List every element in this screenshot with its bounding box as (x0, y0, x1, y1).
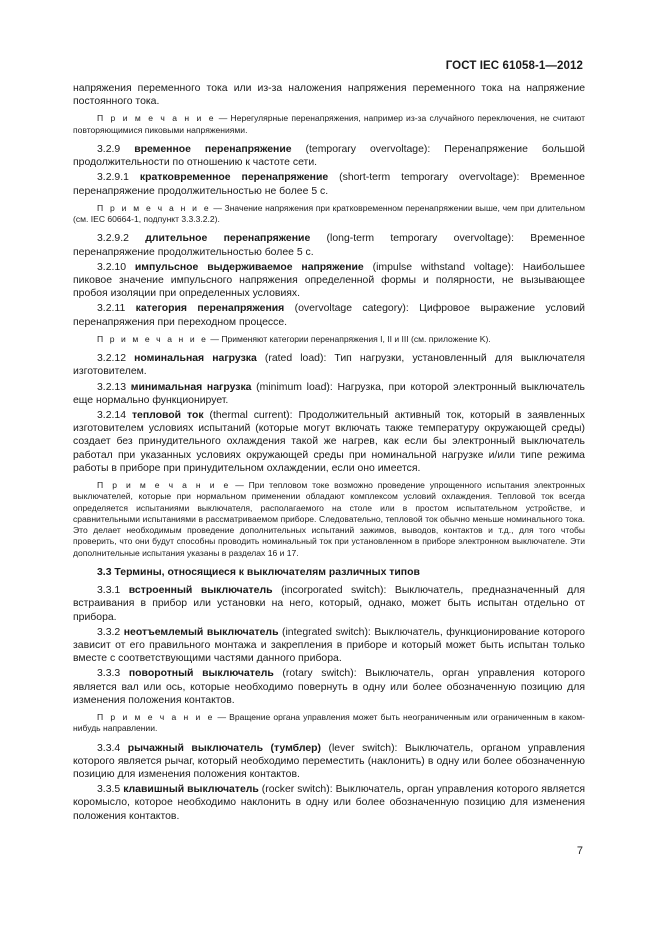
definition-3-3-2: 3.3.2 неотъемлемый выключатель (integrated switch): Выключатель, функционирование которого зависит от его правильного монтажа и закрепления в приборе и который может быть испытан только вместе с соответствующими частями данного прибора. (73, 626, 585, 665)
paragraph-continuation: напряжения переменного тока или из-за наложения напряжения переменного тока на напряжение постоянного тока. (73, 83, 585, 108)
definition-3-3-4: 3.3.4 рычажный выключатель (тумблер) (lever switch): Выключатель, органом управления которого является рычаг, который необходимо переместить (наклонить) в одну или более обозначенную позицию для изменения положения контактов. (73, 742, 585, 781)
note-5: П р и м е ч а н и е — Вращение органа управления может быть неограниченным или ограниченным в каком-нибудь направлении. (73, 712, 586, 734)
definition-3-3-1: 3.3.1 встроенный выключатель (incorporated switch): Выключатель, предназначенный для встраивания в прибор или установки на него, который, однако, может быть испытан отдельно от прибора. (73, 585, 586, 623)
section-heading-3-3: 3.3 Термины, относящиеся к выключателям различных типов (97, 567, 420, 579)
definition-3-3-5: 3.3.5 клавишный выключатель (rocker switch): Выключатель, орган управления которого является коромысло, которое необходимо наклонить в одну или более обозначенную позицию для изменения положения контактов. (73, 784, 585, 822)
definition-3-2-9: 3.2.9 временное перенапряжение (temporary overvoltage): Перенапряжение большой продолжительности по отношению к частоте сети. (73, 144, 585, 169)
note-4: П р и м е ч а н и е — При тепловом токе возможно проведение упрощенного испытания электронных выключателей, которые при нормальном применении обладают комплексом условий охлаждения. Тепловой ток всегда определяется испытаниями выключателя, располагаемого на столе или в простом испытательном устройстве, и сравнительными испытаниями в рассматриваемом приборе. Следовательно, тепловой ток обычно меньше номинального тока. Это делает необходимым проведение дополнительных испытаний зажимов, выводов, контактов и т.д., для того чтобы проверить, что они будут способны проводить номинальный ток при установленном в приборе электронном выключателе. Эти дополнительные испытания указаны в разделах 16 и 17. (73, 479, 585, 558)
document-header: ГОСТ IEC 61058-1—2012 (445, 60, 583, 72)
note-2: П р и м е ч а н и е — Значение напряжения при кратковременном перенапряжении выше, чем при длительном (см. IEC 60664-1, подпункт 3.3.3.2.2). (73, 202, 585, 225)
definition-3-2-9-2: 3.2.9.2 длительное перенапряжение (long-term temporary overvoltage): Временное перенапряжение продолжительностью более 5 с. (73, 233, 585, 258)
definition-3-2-14: 3.2.14 тепловой ток (thermal current): Продолжительный активный ток, который в заявленных изготовителем условиях испытаний (которые могут включать также температуру окружающей среды) создает без принудительного охлаждения такой же нагрев, как если бы электронный выключатель работал при указанных условиях окружающей среды при номинальной нагрузке и/или типе режима работы в приборе при принудительном охлаждении, если оно имеется. (73, 409, 586, 474)
definition-3-3-3: 3.3.3 поворотный выключатель (rotary switch): Выключатель, орган управления которого является вал или ось, которые необходимо повернуть в одну или более обозначенную позицию для изменения положения контактов. (73, 668, 585, 706)
definition-3-2-9-1: 3.2.9.1 кратковременное перенапряжение (short-term temporary overvoltage): Временное перенапряжение продолжительностью не более 5 с. (73, 172, 585, 197)
note-1: П р и м е ч а н и е — Нерегулярные перенапряжения, например из-за случайного переключения, не считают повторяющимися пиковыми напряжениями. (73, 113, 585, 135)
definition-3-2-12: 3.2.12 номинальная нагрузка (rated load): Тип нагрузки, установленный для выключателя изготовителем. (73, 353, 586, 378)
note-3: П р и м е ч а н и е — Применяют категории перенапряжения I, II и III (см. приложение K). (97, 333, 491, 344)
definition-3-2-11: 3.2.11 категория перенапряжения (overvoltage category): Цифровое выражение условий перенапряжения при переходном процессе. (73, 303, 585, 328)
page-content (73, 82, 585, 825)
definition-3-2-13: 3.2.13 минимальная нагрузка (minimum load): Нагрузка, при которой электронный выключатель еще нормально функционирует. (73, 381, 585, 406)
definition-3-2-10: 3.2.10 импульсное выдерживаемое напряжение (impulse withstand voltage): Наибольшее пиковое значение импульсного напряжения определенной формы и полярности, не вызывающее пробоя изоляции при определенных условиях. (73, 261, 585, 300)
page-number: 7 (576, 845, 583, 857)
